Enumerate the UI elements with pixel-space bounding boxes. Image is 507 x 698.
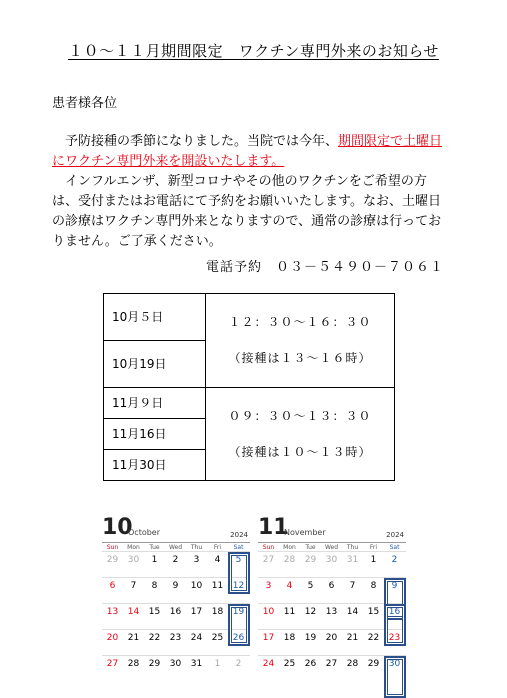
schedule-date: 11月９日: [104, 387, 206, 418]
calendar-day: 11: [211, 581, 224, 591]
highlighted-notice: 期間限定で土曜日にワクチン専門外来を開設いたします。: [52, 134, 443, 169]
calendar-month-name: October: [128, 528, 161, 537]
weekday-label: Thu: [190, 544, 203, 551]
calendar-day: 11: [283, 607, 296, 617]
vaccine-day-highlight: [228, 552, 250, 594]
calendar-day: 15: [148, 607, 161, 617]
weekday-label: Tue: [149, 544, 160, 551]
weekday-label: Sun: [262, 544, 275, 551]
calendar-day: 4: [214, 555, 221, 565]
calendar-day: 23: [388, 633, 401, 643]
calendar-day: 1: [151, 555, 158, 565]
calendar-day: 27: [262, 555, 275, 565]
calendar-day: 2: [172, 555, 179, 565]
calendar-day: 13: [106, 607, 119, 617]
calendar-day: 7: [349, 581, 356, 591]
calendar-october: [102, 515, 250, 693]
calendar-day: 28: [127, 659, 140, 669]
calendar-day: 21: [346, 633, 359, 643]
calendar-day: 4: [286, 581, 293, 591]
calendar-day: 16: [169, 607, 182, 617]
calendar-month-number: 10: [102, 515, 133, 540]
weekday-label: Sat: [233, 544, 244, 551]
calendar-day: 22: [148, 633, 161, 643]
phone-reservation: 電話予約 ０３－５４９０－７０６１: [206, 260, 445, 275]
calendar-day: 1: [370, 555, 377, 565]
calendar-day: 9: [391, 581, 398, 591]
weekday-label: Thu: [346, 544, 359, 551]
calendar-year: 2024: [386, 531, 404, 539]
calendar-day: 1: [214, 659, 221, 669]
weekday-label: Tue: [305, 544, 316, 551]
calendar-day: 30: [325, 555, 338, 565]
calendar-day: 14: [346, 607, 359, 617]
weekday-label: Wed: [168, 544, 183, 551]
calendar-november: [258, 515, 406, 693]
instruction-paragraph: インフルエンザ、新型コロナやその他のワクチンをご希望の方は、受付またはお電話にて予約をお願いいたします。なお、土曜日の診療はワクチン専門外来となりますので、通常の診療は行っておりません。ご了承ください。: [52, 174, 442, 249]
calendar-day: 24: [190, 633, 203, 643]
notice-title: １０～１１月期間限定 ワクチン専門外来のお知らせ: [68, 42, 439, 60]
intro-paragraph: [52, 132, 452, 172]
calendar-weekday-header: [258, 542, 406, 554]
slot-time: １２：３０～１６：３０: [228, 315, 372, 330]
greeting: 患者様各位: [52, 96, 118, 111]
weekday-label: Fri: [369, 544, 378, 551]
calendar-day: 3: [265, 581, 272, 591]
calendar-day: 18: [211, 607, 224, 617]
weekday-label: Wed: [324, 544, 339, 551]
schedule-date: 11月30日: [104, 449, 206, 480]
calendar-day: 21: [127, 633, 140, 643]
calendar-day: 14: [127, 607, 140, 617]
calendar-day: 25: [211, 633, 224, 643]
schedule-date: 11月16日: [104, 418, 206, 449]
calendar-day: 29: [304, 555, 317, 565]
calendar-day: 8: [370, 581, 377, 591]
calendar-day: 5: [235, 555, 242, 565]
calendar-day: 31: [346, 555, 359, 565]
schedule-slot-morning: [206, 387, 395, 481]
weekday-label: Mon: [283, 544, 296, 551]
calendar-month-number: 11: [258, 515, 289, 540]
calendar-day: 15: [367, 607, 380, 617]
weekday-label: Mon: [127, 544, 140, 551]
vaccine-day-highlight: [228, 604, 250, 646]
calendar-day: 27: [106, 659, 119, 669]
calendar-day: 5: [307, 581, 314, 591]
weekday-label: Sat: [389, 544, 400, 551]
vaccine-day-highlight: [384, 656, 406, 698]
calendar-day: 10: [262, 607, 275, 617]
calendar-row-line: [258, 551, 406, 552]
schedule-table: [103, 293, 395, 481]
calendar-day: 28: [346, 659, 359, 669]
calendar-day: 30: [169, 659, 182, 669]
weekday-label: Fri: [213, 544, 222, 551]
calendar-day: 26: [304, 659, 317, 669]
calendar-day: 25: [283, 659, 296, 669]
calendar-day: 31: [190, 659, 203, 669]
calendar-day: 24: [262, 659, 275, 669]
calendar-year: 2024: [230, 531, 248, 539]
calendar-day: 6: [109, 581, 116, 591]
calendar-day: 2: [391, 555, 398, 565]
calendar-day: 17: [262, 633, 275, 643]
calendar-month-name: November: [284, 528, 326, 537]
calendar-day: 17: [190, 607, 203, 617]
calendar-row-line: [102, 655, 250, 656]
calendar-day: 29: [106, 555, 119, 565]
calendar-day: 22: [367, 633, 380, 643]
calendar-day: 2: [235, 659, 242, 669]
calendar-day: 23: [169, 633, 182, 643]
calendar-day: 29: [367, 659, 380, 669]
weekday-label: Sun: [106, 544, 119, 551]
slot-time: ０９：３０～１３：３０: [228, 408, 372, 423]
calendar-day: 10: [190, 581, 203, 591]
calendar-day: 19: [304, 633, 317, 643]
schedule-date: 10月19日: [104, 340, 206, 387]
calendar-day: 18: [283, 633, 296, 643]
calendar-day: 12: [304, 607, 317, 617]
calendar-day: 3: [193, 555, 200, 565]
calendar-day: 16: [388, 607, 401, 617]
calendar-day: 30: [127, 555, 140, 565]
calendar-day: 20: [325, 633, 338, 643]
calendar-day: 6: [328, 581, 335, 591]
vaccine-day-highlight: [384, 604, 406, 646]
calendar-day: 26: [232, 633, 245, 643]
calendar-day: 9: [172, 581, 179, 591]
calendar-day: 8: [151, 581, 158, 591]
calendar-day: 29: [148, 659, 161, 669]
calendar-day: 27: [325, 659, 338, 669]
calendar-day: 30: [388, 659, 401, 669]
schedule-slot-afternoon: [206, 294, 395, 388]
slot-note: （接種は１３～１６時）: [228, 351, 372, 366]
intro-text: 予防接種の季節になりました。当院では今年、: [52, 134, 339, 149]
calendar-day: 7: [130, 581, 137, 591]
calendar-day: 20: [106, 633, 119, 643]
calendar-day: 28: [283, 555, 296, 565]
calendar-day: 12: [232, 581, 245, 591]
calendar-day: 19: [232, 607, 245, 617]
slot-note: （接種は１０～１３時）: [228, 444, 372, 459]
calendar-day: 13: [325, 607, 338, 617]
schedule-date: 10月５日: [104, 294, 206, 341]
